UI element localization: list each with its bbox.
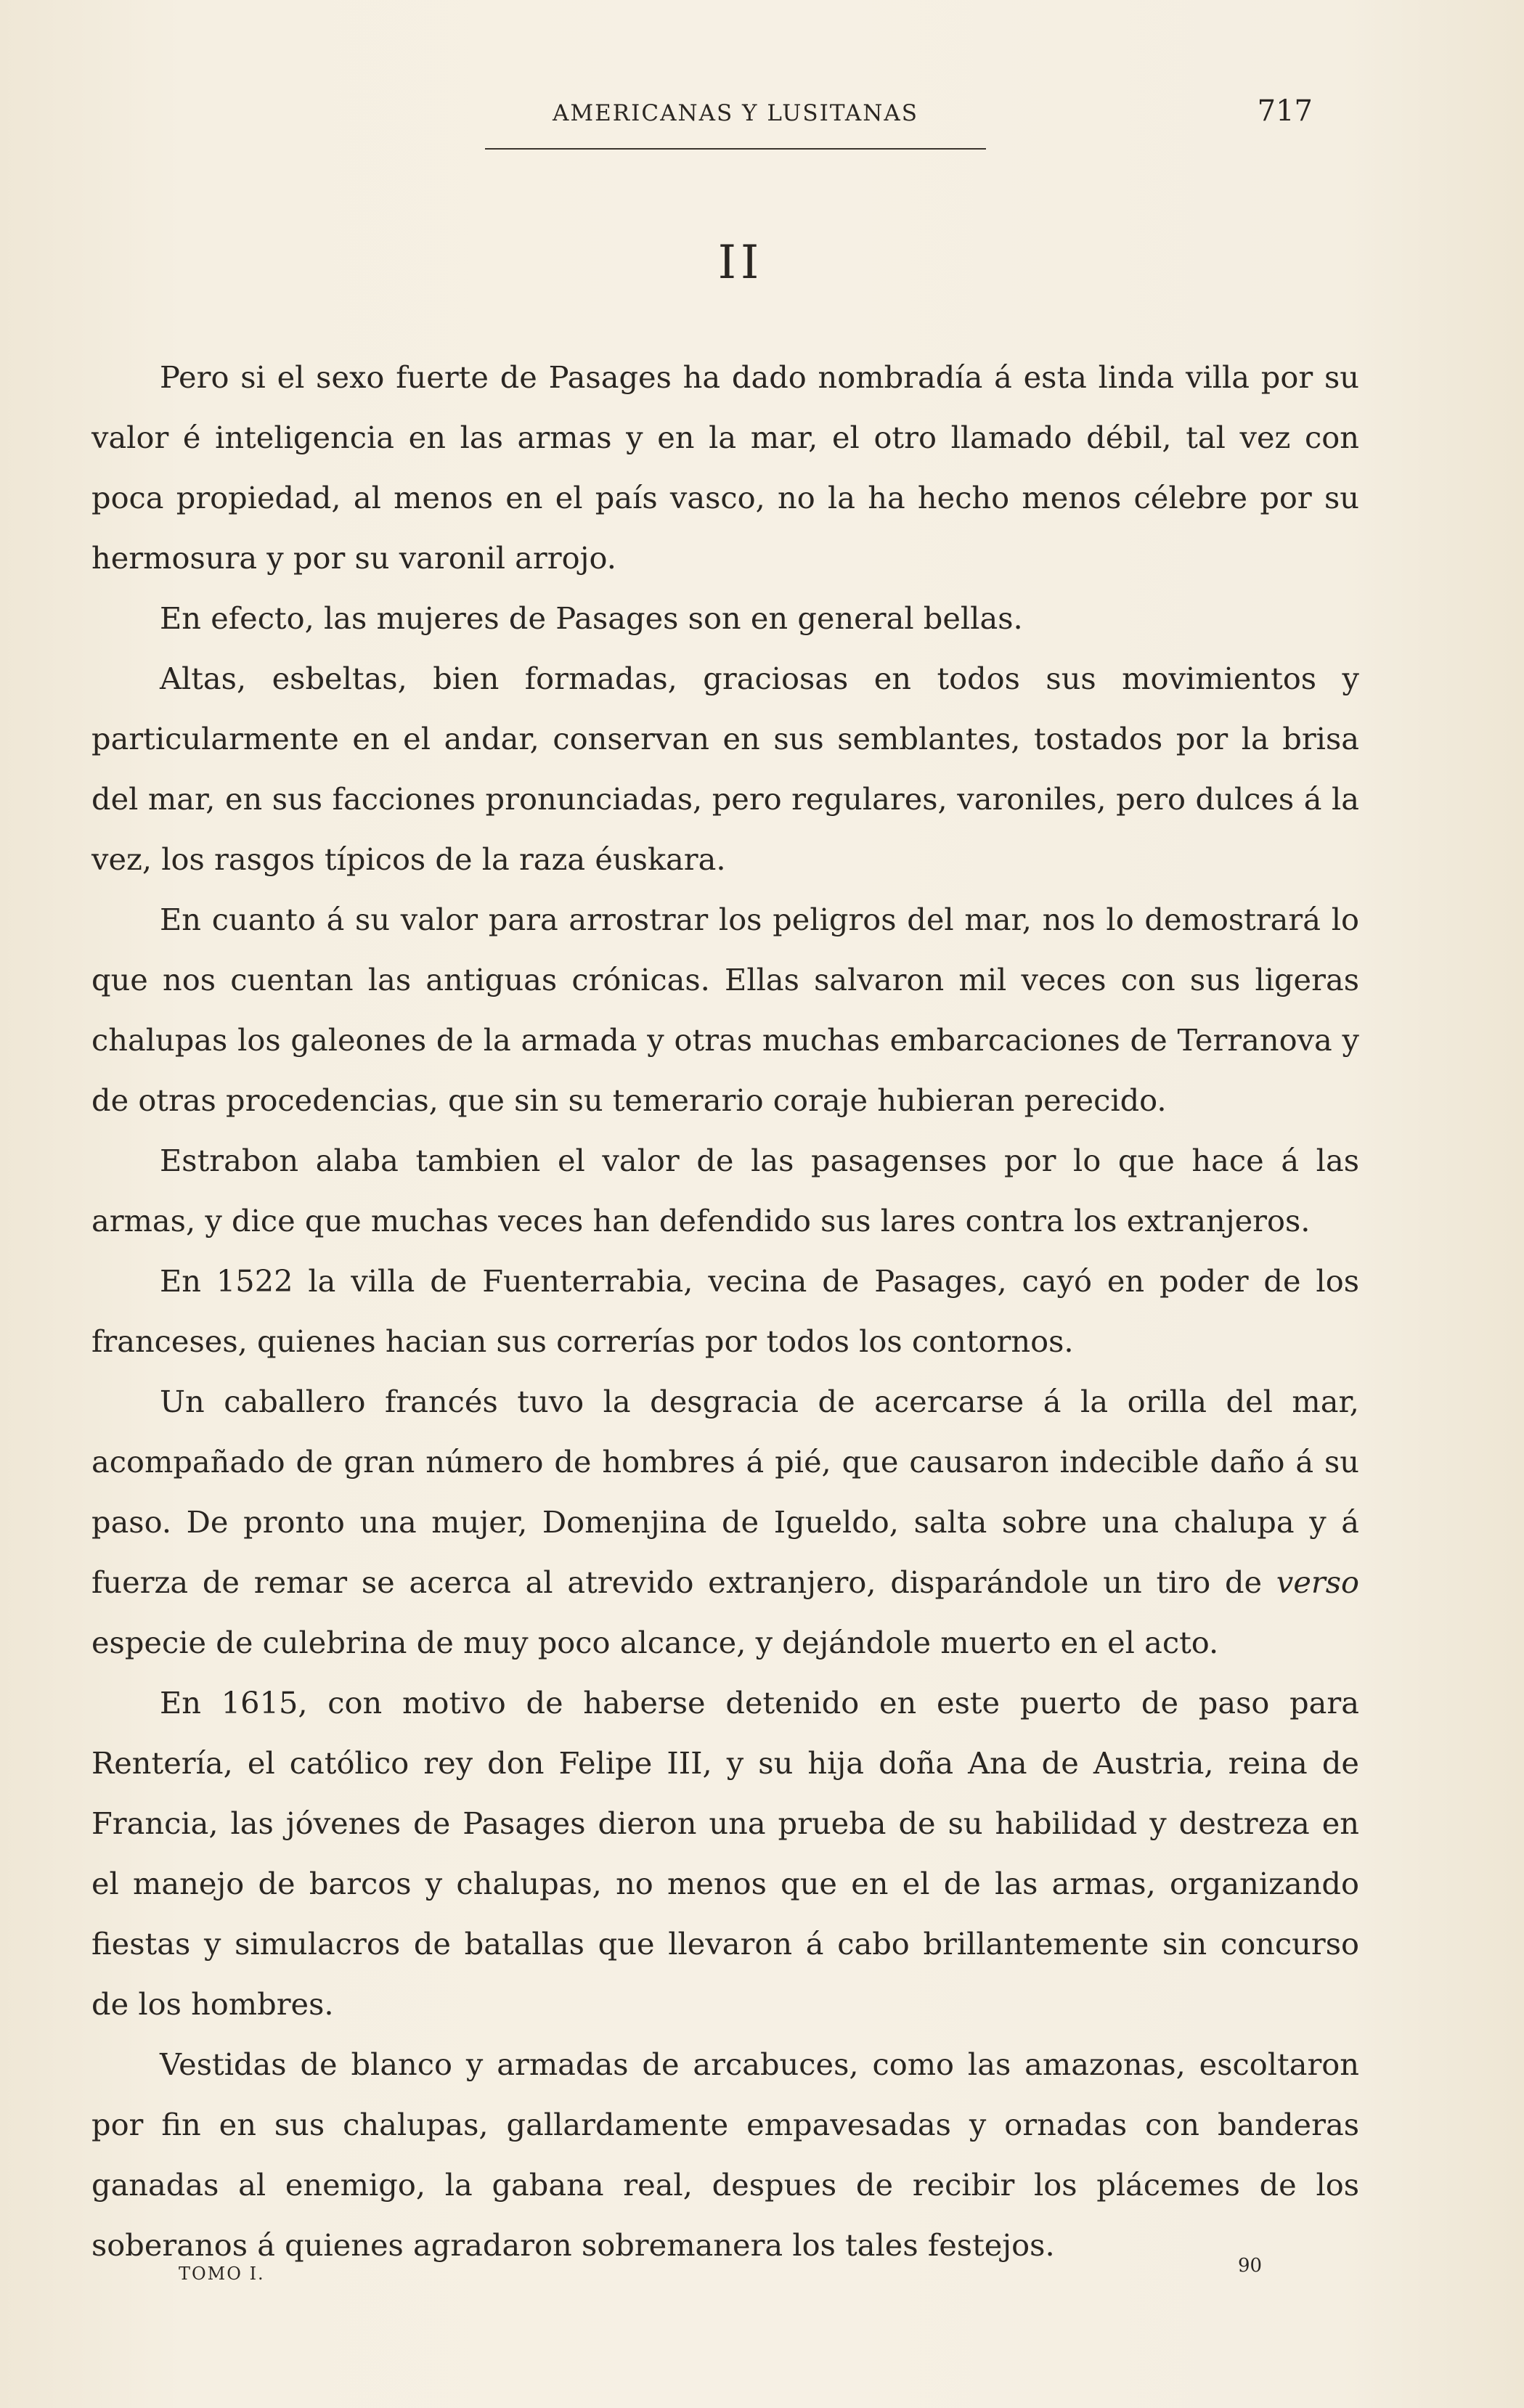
paragraph: En 1615, con motivo de haberse detenido en este puerto de paso para Rentería, el católico rey don Felipe III, y su hija doña Ana de Austria, reina de Francia, las jóvenes de Pasages dieron una prueba de su habilidad y destreza en el manejo de barcos y chalupas, no menos que en el de las armas, organizando fiestas y simulacros de batallas que llevaron á cabo brillantemente sin concurso de los hombres.	[91, 1685, 1359, 2022]
paragraph: Estrabon alaba tambien el valor de las pasagenses por lo que hace á las armas, y dice que muchas veces han defendido sus lares contra los extranjeros.	[91, 1143, 1359, 1238]
section-heading: II	[717, 236, 764, 290]
signature-mark: TOMO I.	[179, 2264, 265, 2284]
header-rule	[485, 148, 986, 150]
page-number: 717	[1257, 94, 1313, 128]
paragraph-text: especie de culebrina de muy poco alcance, y dejándole muerto en el acto.	[91, 1625, 1219, 1660]
paragraph: Pero si el sexo fuerte de Pasages ha dado nombradía á esta linda villa por su valor é inteligencia en las armas y en la mar, el otro llamado débil, tal vez con poca propiedad, al menos en el país vasco, no la ha hecho menos célebre por su hermosura y por su varonil arrojo.	[91, 359, 1359, 576]
paragraph: En 1522 la villa de Fuenterrabia, vecina de Pasages, cayó en poder de los franceses, quienes hacian sus correrías por todos los contornos.	[91, 1263, 1359, 1359]
paragraph: En efecto, las mujeres de Pasages son en general bellas.	[160, 600, 1023, 636]
paragraph	[91, 1371, 1359, 1673]
sheet-number: 90	[1238, 2255, 1263, 2277]
running-title: AMERICANAS Y LUSITANAS	[553, 100, 918, 126]
paragraph: Vestidas de blanco y armadas de arcabuces, como las amazonas, escoltaron por fin en sus chalupas, gallardamente empavesadas y ornadas con banderas ganadas al enemigo, la gabana real, despues de recibir los plácemes de los soberanos á quienes agradaron sobremanera los tales festejos.	[91, 2046, 1359, 2263]
paragraph: En cuanto á su valor para arrostrar los peligros del mar, nos lo demostrará lo que nos cuentan las antiguas crónicas. Ellas salvaron mil veces con sus ligeras chalupas los galeones de la armada y otras muchas embarcaciones de Terranova y de otras procedencias, que sin su temerario coraje hubieran perecido.	[91, 902, 1359, 1118]
paragraph-text: Un caballero francés tuvo la desgracia de acercarse á la orilla del mar, acompañado de gran número de hombres á pié, que causaron indecible daño á su paso. De pronto una mujer, Domenjina de Igueldo, salta sobre una chalupa y á fuerza de remar se acerca al atrevido extranjero, disparándole un tiro de	[91, 1384, 1359, 1600]
italic-term: verso	[1276, 1564, 1359, 1600]
paragraph: Altas, esbeltas, bien formadas, graciosas en todos sus movimientos y particularmente en el andar, conservan en sus semblantes, tostados por la brisa del mar, en sus facciones pronunciadas, pero regulares, varoniles, pero dulces á la vez, los rasgos típicos de la raza éuskara.	[91, 661, 1359, 877]
body-text	[91, 347, 1359, 2275]
